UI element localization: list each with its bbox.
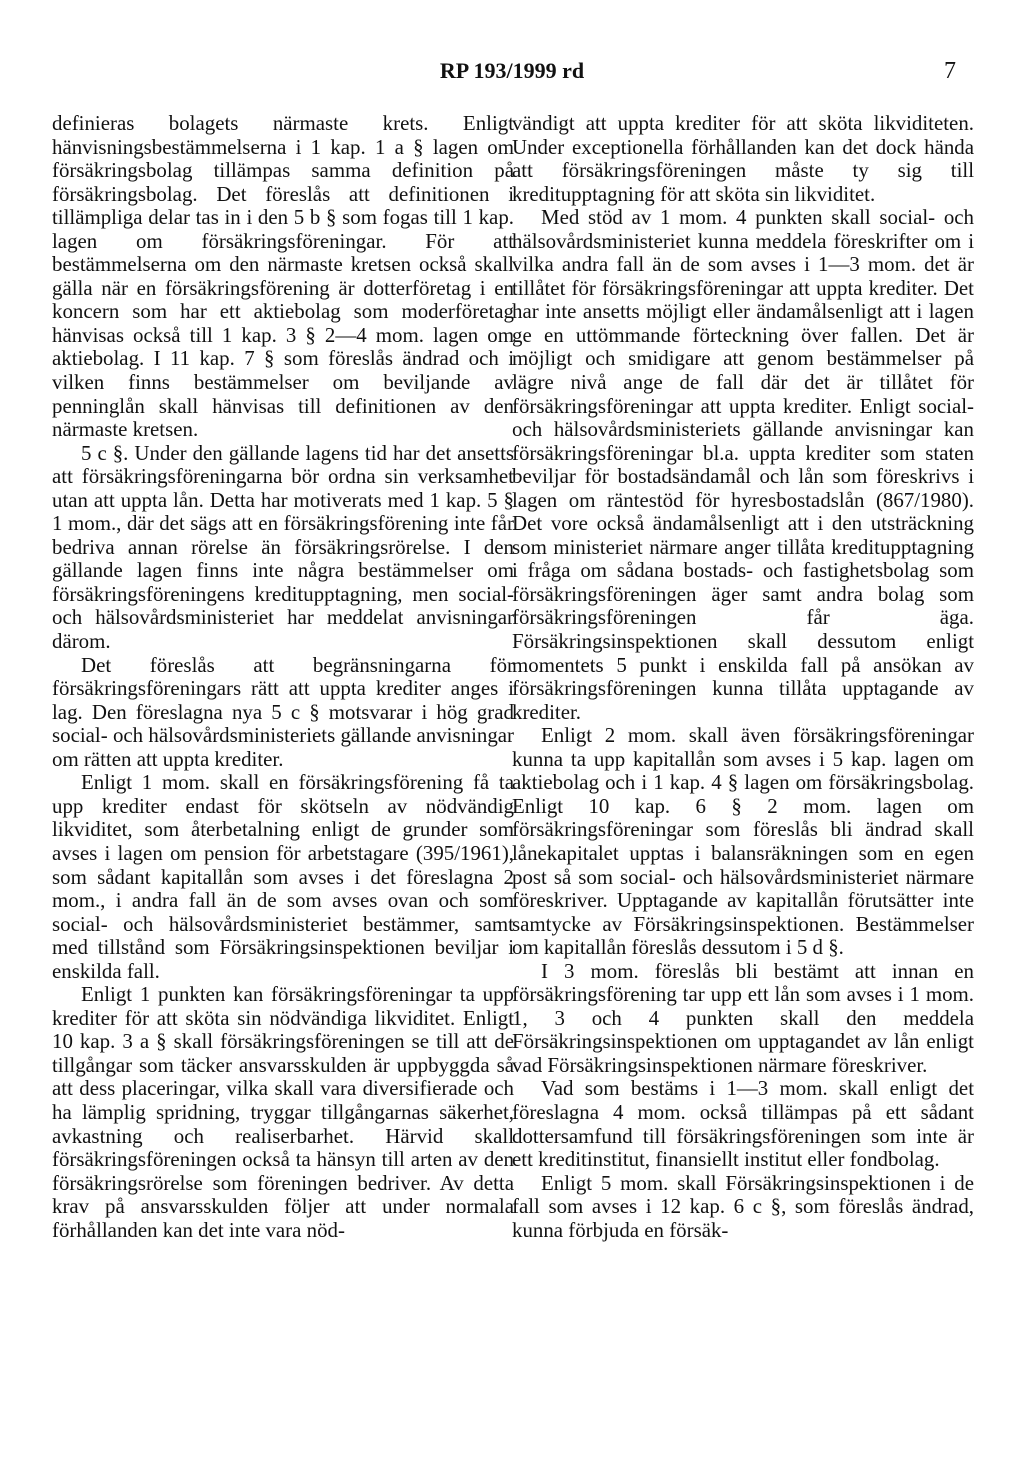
page-header	[0, 58, 1024, 88]
right-column	[512, 112, 974, 1242]
paragraph: vändigt att uppta krediter för att sköta likviditeten. Under exceptionella förhållanden kan det dock hända att försäkringsföreningen måste ty sig till kreditupptagning för att sköta sin likviditet.	[512, 111, 974, 206]
paragraph: definieras bolagets närmaste krets. Enligt hänvisningsbestämmelserna i 1 kap. 1 a § lagen om försäkringsbolag tillämpas samma definition på försäkringsbolag. Det föreslås att definitionen i tillämpliga delar tas in i den 5 b § som fogas till 1 kap. lagen om försäkringsföreningar. För att bestämmelserna om den närmaste kretsen också skall gälla när en försäkringsförening är dotterföretag i en koncern som har ett aktiebolag som moderföretag hänvisas också till 1 kap. 3 § 2—4 mom. lagen om aktiebolag. I 11 kap. 7 § som föreslås ändrad och i vilken finns bestämmelser om beviljande av penninglån skall hänvisas till definitionen av den närmaste kretsen.	[52, 111, 514, 442]
paragraph: Enligt 1 mom. skall en försäkringsförening få ta upp krediter endast för skötseln av nödvändig likviditet, som återbetalning enligt de grunder som avses i lagen om pension för arbetstagare (395/1961), som sådant kapitallån som avses i det föreslagna 2 mom., i andra fall än de som avses ovan och som social- och hälsovårdsministeriet bestämmer, samt med tillstånd som Försäkringsinspektionen beviljar i enskilda fall.	[52, 770, 514, 983]
page-number: 7	[944, 58, 956, 84]
paragraph: Enligt 2 mom. skall även försäkringsföreningar kunna ta upp kapitallån som avses i 5 kap. lagen om aktiebolag och i 1 kap. 4 § lagen om försäkringsbolag. Enligt 10 kap. 6 § 2 mom. lagen om försäkringsföreningar som föreslås bli ändrad skall lånekapitalet upptas i balansräkningen som en egen post så som social- och hälsovårdsministeriet närmare föreskriver. Upptagande av kapitallån förutsätter inte samtycke av Försäkringsinspektionen. Bestämmelser om kapitallån föreslås dessutom i 5 d §.	[512, 723, 974, 960]
paragraph: 5 c §. Under den gällande lagens tid har det ansetts att försäkringsföreningarna bör ordna sin verksamhet utan att uppta lån. Detta har motiverats med 1 kap. 5 § 1 mom., där det sägs att en försäkringsförening inte får bedriva annan rörelse än försäkringsrörelse. I den gällande lagen finns inte några bestämmelser om försäkringsföreningens kreditupptagning, men social- och hälsovårdsministeriet har meddelat anvisningar därom.	[52, 440, 514, 654]
paragraph: Med stöd av 1 mom. 4 punkten skall social- och hälsovårdsministeriet kunna meddela föreskrifter om i vilka andra fall än de som avses i 1—3 mom. det är tillåtet för försäkringsföreningar att uppta krediter. Det har inte ansetts möjligt eller ändamålsenligt att i lagen ge en uttömmande förteckning över fallen. Det är möjligt och smidigare att genom bestämmelser på lägre nivå ange de fall där det är tillåtet för försäkringsföreningar att uppta krediter. Enligt social- och hälsovårdsministeriets gällande anvisningar kan försäkringsföreningar bl.a. uppta krediter som staten beviljar för bostadsändamål och lån som föreskrivs i lagen om räntestöd för hyresbostadslån (867/1980). Det vore också ändamålsenligt att i den utsträckning som ministeriet närmare anger tillåta kreditupptagning i fråga om sådana bostads- och fastighetsbolag som försäkringsföreningen äger samt andra bolag som försäkringsföreningen får äga. Försäkringsinspektionen skall dessutom enligt momentets 5 punkt i enskilda fall på ansökan av försäkringsföreningen kunna tillåta upptagande av krediter.	[512, 205, 974, 724]
paragraph: Vad som bestäms i 1—3 mom. skall enligt det föreslagna 4 mom. också tillämpas på ett sådant dottersamfund till försäkringsföreningen som inte är ett kreditinstitut, finansiellt institut eller fondbolag.	[512, 1076, 974, 1172]
paragraph: Det föreslås att begränsningarna för försäkringsföreningars rätt att uppta krediter anges i lag. Den föreslagna nya 5 c § motsvarar i hög grad social- och hälsovårdsministeriets gällande anvisningar om rätten att uppta krediter.	[52, 652, 514, 771]
document-reference: RP 193/1999 rd	[439, 58, 585, 83]
left-column	[52, 112, 514, 1242]
paragraph: Enligt 5 mom. skall Försäkringsinspektionen i de fall som avses i 12 kap. 6 c §, som föreslås ändrad, kunna förbjuda en försäk-	[512, 1170, 974, 1242]
paragraph: Enligt 1 punkten kan försäkringsföreningar ta upp krediter för att sköta sin nödvändiga likviditet. Enligt 10 kap. 3 a § skall försäkringsföreningen se till att de tillgångar som täcker ansvarsskulden är uppbyggda så att dess placeringar, vilka skall vara diversifierade och ha lämplig spridning, tryggar tillgångarnas säkerhet, avkastning och realiserbarhet. Härvid skall försäkringsföreningen också ta hänsyn till arten av den försäkringsrörelse som föreningen bedriver. Av detta krav på ansvarsskulden följer att under normala förhållanden kan det inte vara nöd-	[52, 982, 514, 1242]
paragraph: I 3 mom. föreslås bli bestämt att innan en försäkringsförening tar upp ett lån som avses i 1 mom. 1, 3 och 4 punkten skall den meddela Försäkringsinspektionen om upptagandet av lån enligt vad Försäkringsinspektionen närmare föreskriver.	[512, 958, 974, 1077]
